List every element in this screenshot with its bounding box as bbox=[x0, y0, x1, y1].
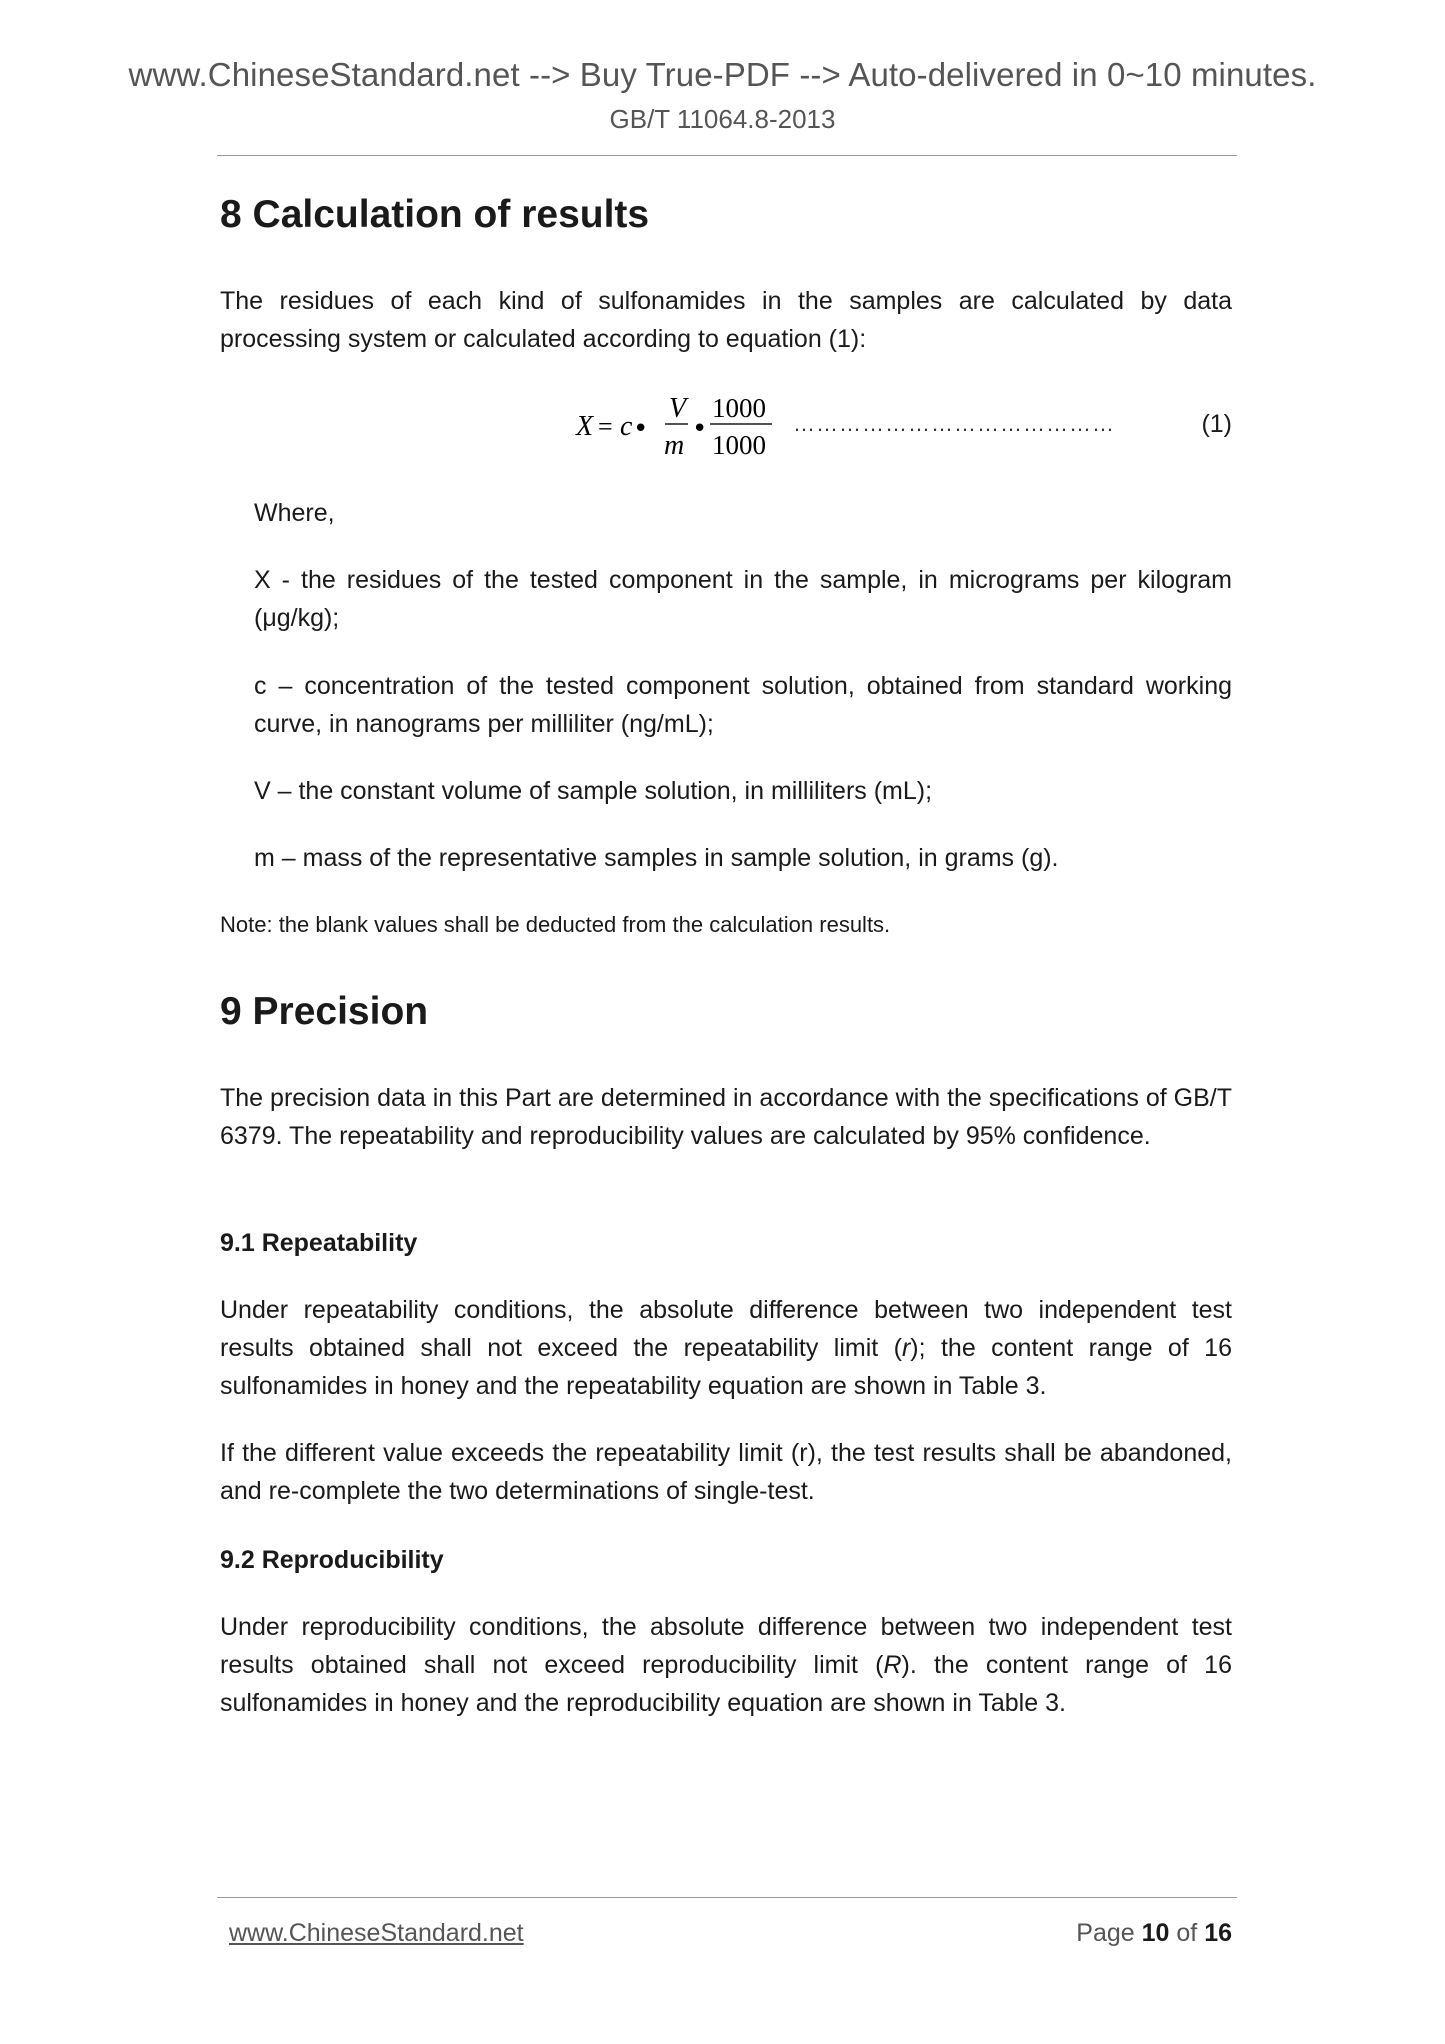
reproducibility-text-after: ). the content range of 16 sulfonamides in honey and the reproducibility equation are shown in Table 3. bbox=[220, 1651, 1232, 1717]
page-prefix: Page bbox=[1076, 1919, 1135, 1947]
section-9-title: 9 Precision bbox=[220, 990, 429, 1033]
header-banner[interactable]: www.ChineseStandard.net --> Buy True-PDF --> Auto-delivered in 0~10 minutes. bbox=[128, 56, 1317, 93]
equation-equals: = bbox=[598, 412, 613, 441]
equation-v: V bbox=[669, 393, 687, 424]
equation-1 bbox=[570, 388, 1232, 464]
definition-v: V – the constant volume of sample solution, in milliliters (mL); bbox=[254, 777, 933, 805]
page-current: 10 bbox=[1141, 1919, 1170, 1947]
repeatability-symbol: r bbox=[901, 1334, 911, 1362]
equation-den-1000: 1000 bbox=[712, 430, 766, 460]
equation-dot-1: • bbox=[633, 414, 649, 444]
header-divider bbox=[217, 155, 1237, 156]
equation-lhs: X bbox=[576, 411, 594, 442]
reproducibility-text-before: Under reproducibility conditions, the absolute difference between two independent test results obtained shall not exceed reproducibility limit ( bbox=[220, 1613, 1232, 1679]
page-number bbox=[1076, 1919, 1232, 1948]
section-8-intro: The residues of each kind of sulfonamides in the samples are calculated by data processing system or calculated according to equation (1): bbox=[220, 287, 1232, 353]
page-of: of bbox=[1176, 1919, 1198, 1947]
equation-leader-dots: …………………………………… bbox=[793, 411, 1115, 431]
repeatability-text-before: Under repeatability conditions, the absolute difference between two independent test results obtained shall not exceed the repeatability limit ( bbox=[220, 1296, 1232, 1362]
standard-code: GB/T 11064.8-2013 bbox=[609, 104, 836, 134]
equation-c: c bbox=[620, 411, 633, 442]
footer-website-link[interactable]: www.ChineseStandard.net bbox=[229, 1919, 524, 1947]
where-label: Where, bbox=[254, 499, 335, 527]
calculation-note: Note: the blank values shall be deducted from the calculation results. bbox=[220, 912, 891, 937]
reproducibility-symbol: R bbox=[883, 1651, 902, 1679]
definition-x: X - the residues of the tested component in the sample, in micrograms per kilogram (μg/kg); bbox=[254, 566, 1232, 632]
section-8-title: 8 Calculation of results bbox=[220, 193, 650, 236]
page-total: 16 bbox=[1204, 1919, 1232, 1947]
equation-formula bbox=[570, 388, 790, 464]
equation-number: (1) bbox=[1201, 410, 1232, 438]
repeatability-paragraph bbox=[220, 1291, 1232, 1405]
subsection-9-1-title: 9.1 Repeatability bbox=[220, 1229, 418, 1257]
definition-c: c – concentration of the tested component solution, obtained from standard working curve, in nanograms per milliliter (ng/mL); bbox=[254, 672, 1232, 738]
equation-dot-2: • bbox=[692, 414, 708, 444]
repeatability-text-after: ); the content range of 16 sulfonamides in honey and the repeatability equation are shown in Table 3. bbox=[220, 1334, 1232, 1400]
equation-m: m bbox=[664, 430, 685, 461]
section-9-intro: The precision data in this Part are determined in accordance with the specifications of GB/T 6379. The repeatability and reproducibility values are calculated by 95% confidence. bbox=[220, 1084, 1232, 1150]
repeatability-abandon-paragraph: If the different value exceeds the repeatability limit (r), the test results shall be abandoned, and re-complete the two determinations of single-test. bbox=[220, 1439, 1232, 1505]
reproducibility-paragraph bbox=[220, 1608, 1232, 1722]
footer-divider bbox=[217, 1897, 1237, 1898]
subsection-9-2-title: 9.2 Reproducibility bbox=[220, 1546, 444, 1574]
equation-num-1000: 1000 bbox=[712, 393, 766, 423]
definition-m: m – mass of the representative samples in sample solution, in grams (g). bbox=[254, 844, 1059, 872]
